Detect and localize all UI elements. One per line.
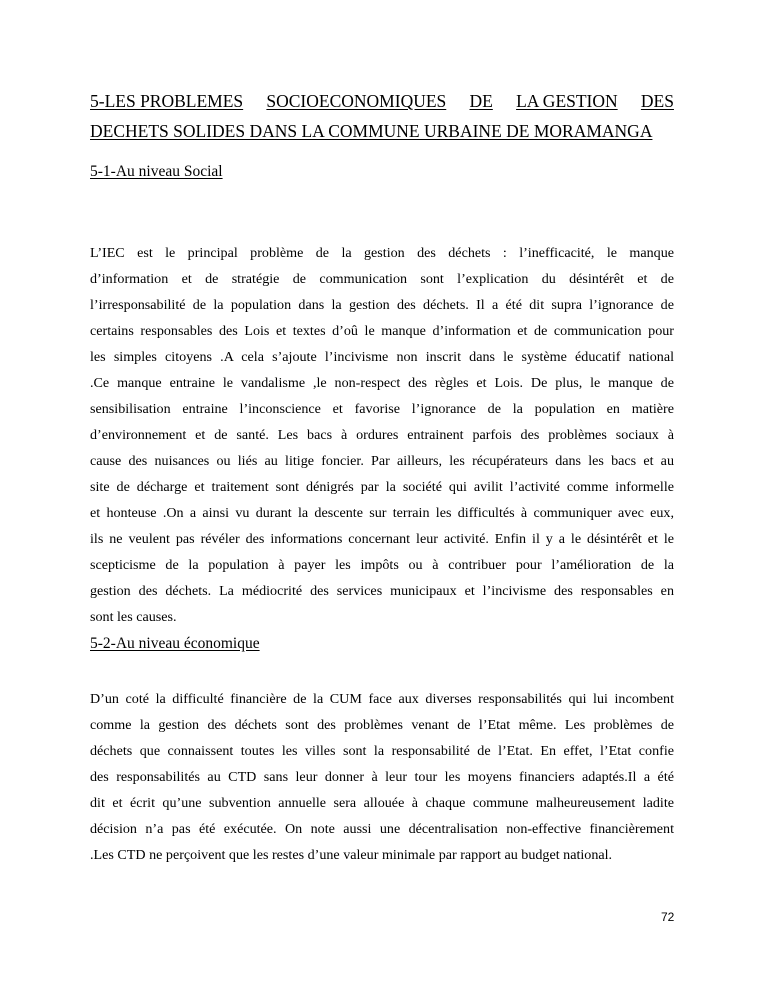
paragraph-line: ils ne veulent pas révéler des informations concernant leur activité. Enfin il y a le désintérêt et le bbox=[90, 531, 674, 547]
paragraph-line: gestion des déchets. La médiocrité des services municipaux et l’incivisme des responsables en bbox=[90, 583, 674, 599]
paragraph-line: et honteuse .On a ainsi vu durant la descente sur terrain les difficultés à communiquer avec eux, bbox=[90, 505, 674, 521]
section-title-social: 5-1-Au niveau Social bbox=[90, 163, 223, 180]
paragraph-line: certains responsables des Lois et textes d’oû le manque d’information et de communication pour bbox=[90, 323, 674, 339]
paragraph-line: l’irresponsabilité de la population dans la gestion des déchets. Il a été dit supra l’ignorance de bbox=[90, 297, 674, 313]
paragraph-line: comme la gestion des déchets sont des problèmes venant de l’Etat même. Les problèmes de bbox=[90, 717, 674, 733]
paragraph-line: les simples citoyens .A cela s’ajoute l’incivisme non inscrit dans le système éducatif national bbox=[90, 349, 674, 365]
paragraph-line: L’IEC est le principal problème de la gestion des déchets : l’inefficacité, le manque bbox=[90, 245, 674, 261]
heading-word: DE bbox=[469, 91, 493, 111]
paragraph-line: des responsabilités au CTD sans leur donner à leur tour les moyens financiers adaptés.Il a été bbox=[90, 769, 674, 785]
paragraph-social bbox=[90, 240, 674, 630]
section-title-economique: 5-2-Au niveau économique bbox=[90, 635, 260, 652]
heading-word: 5-LES PROBLEMES bbox=[90, 91, 244, 111]
paragraph-line: dit et écrit qu’une subvention annuelle sera allouée à chaque commune malheureusement ladite bbox=[90, 795, 674, 811]
paragraph-line: décision n’a pas été exécutée. On note aussi une décentralisation non-effective financièrement bbox=[90, 821, 674, 837]
paragraph-line: d’information et de stratégie de communication sont l’explication du désintérêt et de bbox=[90, 271, 674, 287]
paragraph-line: déchets que connaissent toutes les villes sont la responsabilité de l’Etat. En effet, l’Etat confie bbox=[90, 743, 674, 759]
page-number: 72 bbox=[661, 910, 675, 924]
paragraph-line: sont les causes. bbox=[90, 609, 177, 625]
paragraph-economique bbox=[90, 686, 674, 868]
paragraph-line: site de décharge et traitement sont dénigrés par la société qui avilit l’activité comme informelle bbox=[90, 479, 674, 495]
paragraph-line: D’un coté la difficulté financière de la CUM face aux diverses responsabilités qui lui incombent bbox=[90, 691, 674, 707]
chapter-heading-line-2: DECHETS SOLIDES DANS LA COMMUNE URBAINE DE MORAMANGA bbox=[90, 121, 653, 141]
paragraph-line: sensibilisation entraine l’inconscience et favorise l’ignorance de la population en matière bbox=[90, 401, 674, 417]
paragraph-line: .Ce manque entraine le vandalisme ,le non-respect des règles et Lois. De plus, le manque de bbox=[90, 375, 674, 391]
paragraph-line: d’environnement et de santé. Les bacs à ordures entrainent parfois des problèmes sociaux à bbox=[90, 427, 674, 443]
chapter-heading-line-1 bbox=[90, 86, 674, 116]
heading-word: SOCIOECONOMIQUES bbox=[266, 91, 447, 111]
heading-word: LA GESTION bbox=[516, 91, 618, 111]
paragraph-line: scepticisme de la population à payer les impôts ou à contribuer pour l’amélioration de la bbox=[90, 557, 674, 573]
paragraph-line: .Les CTD ne perçoivent que les restes d’une valeur minimale par rapport au budget national. bbox=[90, 847, 613, 863]
heading-word: DES bbox=[640, 91, 674, 111]
paragraph-line: cause des nuisances ou liés au litige foncier. Par ailleurs, les récupérateurs dans les bacs et au bbox=[90, 453, 674, 469]
